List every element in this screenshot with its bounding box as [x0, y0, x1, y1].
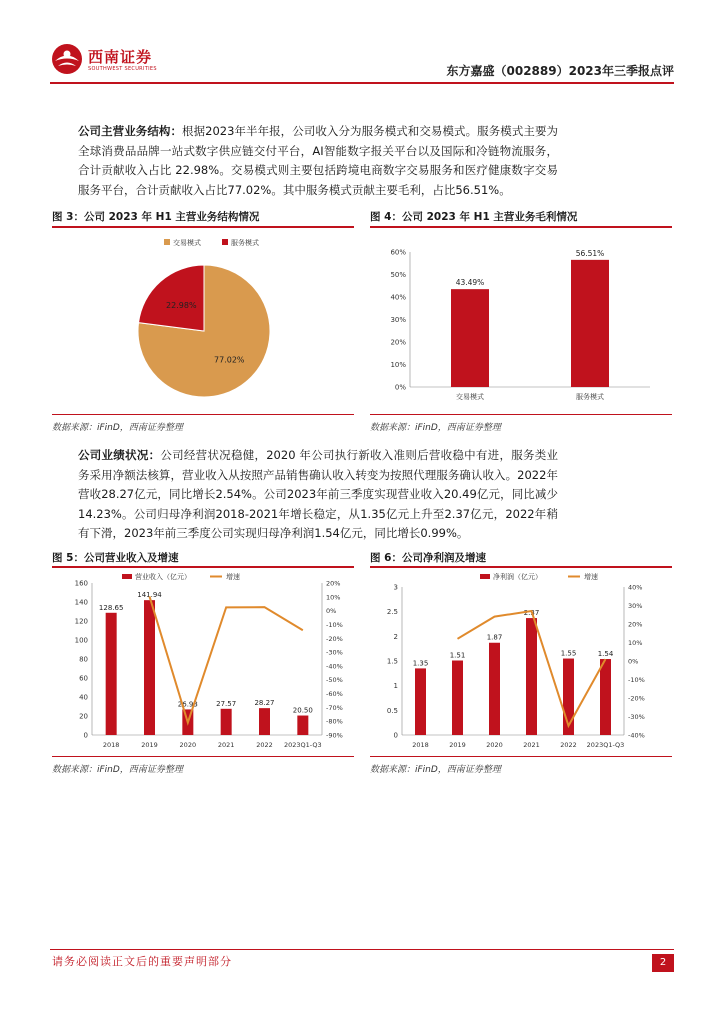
pie-slice: [139, 265, 204, 331]
figure-3-source: 数据来源：iFinD，西南证券整理: [52, 423, 183, 433]
bar: [571, 260, 609, 387]
figure-3-title: 图 3：公司 2023 年 H1 主营业务结构情况: [52, 211, 260, 223]
y2-tick-label: 0%: [628, 657, 639, 666]
figure-4-source: 数据来源：iFinD，西南证券整理: [370, 423, 501, 433]
y-tick-label: 20: [79, 712, 88, 721]
figure-3-top-rule: [52, 226, 354, 228]
bar: [451, 289, 489, 387]
y2-tick-label: -70%: [326, 703, 343, 712]
x-tick-label: 服务模式: [576, 393, 604, 401]
y-tick-label: 40: [79, 693, 88, 702]
paragraph-body: 公司经营状况稳健，2020 年公司执行新收入准则后营收稳中有进，服务类业务采用净额法核算，营业收入从按照产品销售确认收入转变为按照代理服务确认收入。2022年营收28.27亿元，同比增长2.54%。公司2023年前三季度实现营业收入20.49亿元，同比减少14.23%。公司归母净利润2018-2021年增长稳定，从1.35亿元上升至2.37亿元，2022年稍有下滑，2023年前三季度公司实现归母净利润1.54亿元，同比增长0.99%。: [78, 448, 558, 540]
y2-tick-label: 20%: [326, 579, 341, 588]
figure-4-bar-chart: [370, 230, 672, 410]
y2-tick-label: -20%: [628, 694, 645, 703]
figure-4-top-rule: [370, 226, 672, 228]
bar: [526, 618, 537, 735]
bar: [415, 668, 426, 735]
figure-6-bottom-rule: [370, 756, 672, 757]
footer-disclaimer: 请务必阅读正文后的重要声明部分: [52, 955, 232, 968]
paragraph-body: 根据2023年半年报，公司收入分为服务模式和交易模式。服务模式主要为全球消费品品牌一站式数字供应链交付平台，AI智能数字报关平台以及国际和冷链物流服务，合计贡献收入占比 22.98%。交易模式则主要包括跨境电商数字交易服务和医疗健康数字交易服务平台，合计贡献收入占比77.02%。其中服务模式贡献主要毛利，占比56.51%。: [78, 124, 558, 197]
x-tick-label: 交易模式: [456, 393, 484, 401]
y-tick-label: 1: [393, 682, 398, 691]
y-tick-label: 100: [74, 636, 88, 645]
figure-5-title: 图 5：公司营业收入及增速: [52, 552, 179, 564]
figure-6-top-rule: [370, 566, 672, 568]
figure-5-revenue-chart: [52, 569, 354, 753]
y2-tick-label: 10%: [326, 593, 341, 602]
data-label: 141.94: [137, 591, 162, 600]
y-tick-label: 0: [393, 731, 398, 740]
y2-tick-label: -90%: [326, 731, 343, 740]
y-tick-label: 0.5: [386, 706, 398, 715]
paragraph-lead: 公司业绩状况：: [78, 448, 161, 462]
y2-tick-label: -10%: [628, 676, 645, 684]
y-tick-label: 160: [74, 579, 88, 588]
y-tick-label: 80: [79, 655, 88, 664]
header-rule: [50, 82, 674, 84]
y-tick-label: 2.5: [386, 608, 398, 617]
bar: [106, 613, 117, 735]
x-tick-label: 2022: [560, 741, 577, 749]
figure-4-bottom-rule: [370, 414, 672, 415]
legend-label: 净利润（亿元）: [493, 573, 542, 581]
y-tick-label: 30%: [390, 316, 406, 324]
data-label: 43.49%: [455, 278, 485, 288]
data-label: 1.87: [486, 633, 503, 642]
legend-label: 增速: [584, 573, 598, 581]
y-tick-label: 10%: [390, 361, 406, 369]
x-tick-label: 2021: [217, 741, 235, 749]
data-label: 27.57: [216, 699, 237, 708]
legend-label: 增速: [226, 573, 240, 581]
report-title: 东方嘉盛（002889）2023年三季报点评: [446, 64, 674, 78]
y-tick-label: 1.5: [386, 657, 398, 666]
pie-slice-label: 22.98%: [166, 301, 197, 311]
data-label: 1.54: [597, 650, 614, 659]
y2-tick-label: 40%: [628, 583, 643, 592]
y2-tick-label: -80%: [326, 717, 343, 726]
y2-tick-label: -40%: [628, 731, 645, 740]
y2-tick-label: -30%: [628, 713, 645, 721]
data-label: 56.51%: [575, 248, 605, 258]
bar: [297, 716, 308, 735]
data-label: 26.93: [177, 700, 198, 709]
x-tick-label: 2023Q1-Q3: [284, 741, 322, 749]
data-label: 1.51: [449, 651, 466, 660]
legend-label: 交易模式: [173, 239, 201, 247]
bar: [259, 708, 270, 735]
y-tick-label: 2: [393, 632, 398, 641]
figure-6-profit-chart: [370, 569, 672, 753]
y2-tick-label: -40%: [326, 662, 343, 671]
x-tick-label: 2018: [102, 741, 120, 749]
figure-5-source: 数据来源：iFinD，西南证券整理: [52, 765, 183, 775]
legend-swatch: [480, 574, 490, 579]
legend-swatch: [222, 239, 228, 245]
data-label: 1.55: [560, 649, 577, 658]
y2-tick-label: -30%: [326, 648, 343, 657]
x-tick-label: 2022: [256, 741, 273, 749]
x-tick-label: 2020: [486, 741, 503, 749]
bar: [221, 709, 232, 735]
paragraph-performance: [78, 446, 558, 544]
figure-3-bottom-rule: [52, 414, 354, 415]
legend-label: 营业收入（亿元）: [135, 573, 191, 581]
y2-tick-label: -60%: [326, 690, 343, 699]
figure-4-title: 图 4：公司 2023 年 H1 主营业务毛利情况: [370, 211, 578, 223]
figure-3-pie-chart: [52, 230, 354, 410]
data-label: 2.37: [523, 609, 540, 618]
logo-subtitle: SOUTHWEST SECURITIES: [88, 66, 157, 72]
y-tick-label: 0: [83, 731, 88, 740]
y2-tick-label: 20%: [628, 620, 643, 629]
legend-label: 服务模式: [231, 239, 259, 247]
x-tick-label: 2019: [141, 741, 158, 749]
legend-swatch: [164, 239, 170, 245]
pie-slice-label: 77.02%: [214, 355, 245, 365]
x-tick-label: 2018: [412, 741, 429, 749]
data-label: 1.35: [412, 659, 429, 668]
data-label: 128.65: [98, 603, 124, 612]
y2-tick-label: -50%: [326, 676, 343, 685]
y-tick-label: 0%: [394, 383, 406, 392]
y2-tick-label: 0%: [326, 607, 337, 616]
y2-tick-label: -10%: [326, 620, 343, 629]
x-tick-label: 2023Q1-Q3: [586, 741, 625, 749]
footer-rule: [50, 949, 674, 950]
page-number: 2: [652, 954, 674, 972]
bar: [144, 600, 155, 735]
y-tick-label: 140: [74, 598, 88, 607]
logo-text: 西南证券: [88, 48, 153, 66]
figure-5-top-rule: [52, 566, 354, 568]
data-label: 28.27: [254, 699, 275, 708]
y-tick-label: 60: [79, 674, 88, 683]
x-tick-label: 2021: [523, 741, 540, 749]
paragraph-business-structure: [78, 122, 558, 200]
bar: [489, 643, 500, 735]
figure-6-source: 数据来源：iFinD，西南证券整理: [370, 765, 501, 775]
y-tick-label: 20%: [390, 338, 406, 347]
y-tick-label: 120: [74, 617, 88, 626]
y-tick-label: 60%: [390, 248, 406, 257]
y-tick-label: 50%: [390, 271, 406, 279]
y-tick-label: 3: [393, 583, 398, 592]
y-tick-label: 40%: [390, 293, 406, 302]
x-tick-label: 2020: [179, 741, 197, 749]
data-label: 20.50: [292, 706, 313, 715]
figure-6-title: 图 6：公司净利润及增速: [370, 552, 486, 564]
y2-tick-label: 10%: [628, 639, 643, 647]
x-tick-label: 2019: [449, 741, 466, 749]
y2-tick-label: 30%: [628, 602, 643, 610]
figure-5-bottom-rule: [52, 756, 354, 757]
y2-tick-label: -20%: [326, 634, 343, 643]
bar: [452, 661, 463, 735]
paragraph-lead: 公司主营业务结构：: [78, 124, 183, 138]
legend-swatch: [122, 574, 132, 579]
bar: [600, 659, 611, 735]
